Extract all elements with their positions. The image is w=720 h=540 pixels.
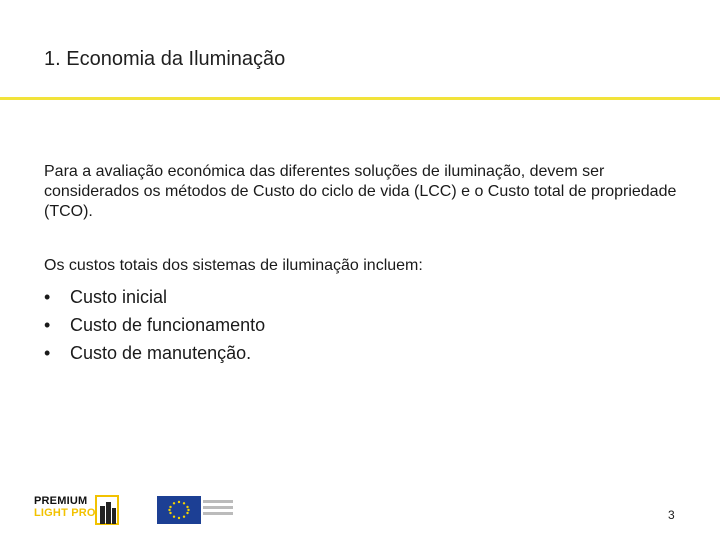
slide-title: 1. Economia da Iluminação	[44, 48, 286, 70]
page-number: 3	[668, 508, 675, 522]
building-icon	[92, 492, 126, 526]
title-divider	[0, 97, 720, 100]
list-intro: Os custos totais dos sistemas de iluminação incluem:	[44, 257, 423, 274]
eu-flag-logo	[157, 496, 201, 524]
bullet-marker: •	[44, 315, 51, 335]
body-paragraph: Para a avaliação económica das diferentes soluções de iluminação, devem ser considerados os métodos de Custo do ciclo de vida (LCC) e o Custo total de propriedade (TCO).	[44, 163, 677, 220]
logo-text-primary: PREMIUM	[34, 495, 88, 507]
bullet-marker: •	[44, 343, 51, 363]
list-item-text: Custo de manutenção.	[70, 343, 252, 363]
logo-text-secondary: LIGHT PRO	[34, 507, 96, 519]
cost-list	[44, 283, 265, 367]
list-item	[44, 311, 265, 339]
bullet-marker: •	[44, 287, 51, 307]
eu-funding-text	[203, 500, 233, 524]
list-item-text: Custo de funcionamento	[70, 315, 266, 335]
list-item-text: Custo inicial	[70, 287, 168, 307]
eu-stars-icon	[157, 496, 201, 524]
list-item	[44, 283, 265, 311]
list-item	[44, 339, 265, 367]
premium-light-pro-logo	[34, 492, 126, 526]
